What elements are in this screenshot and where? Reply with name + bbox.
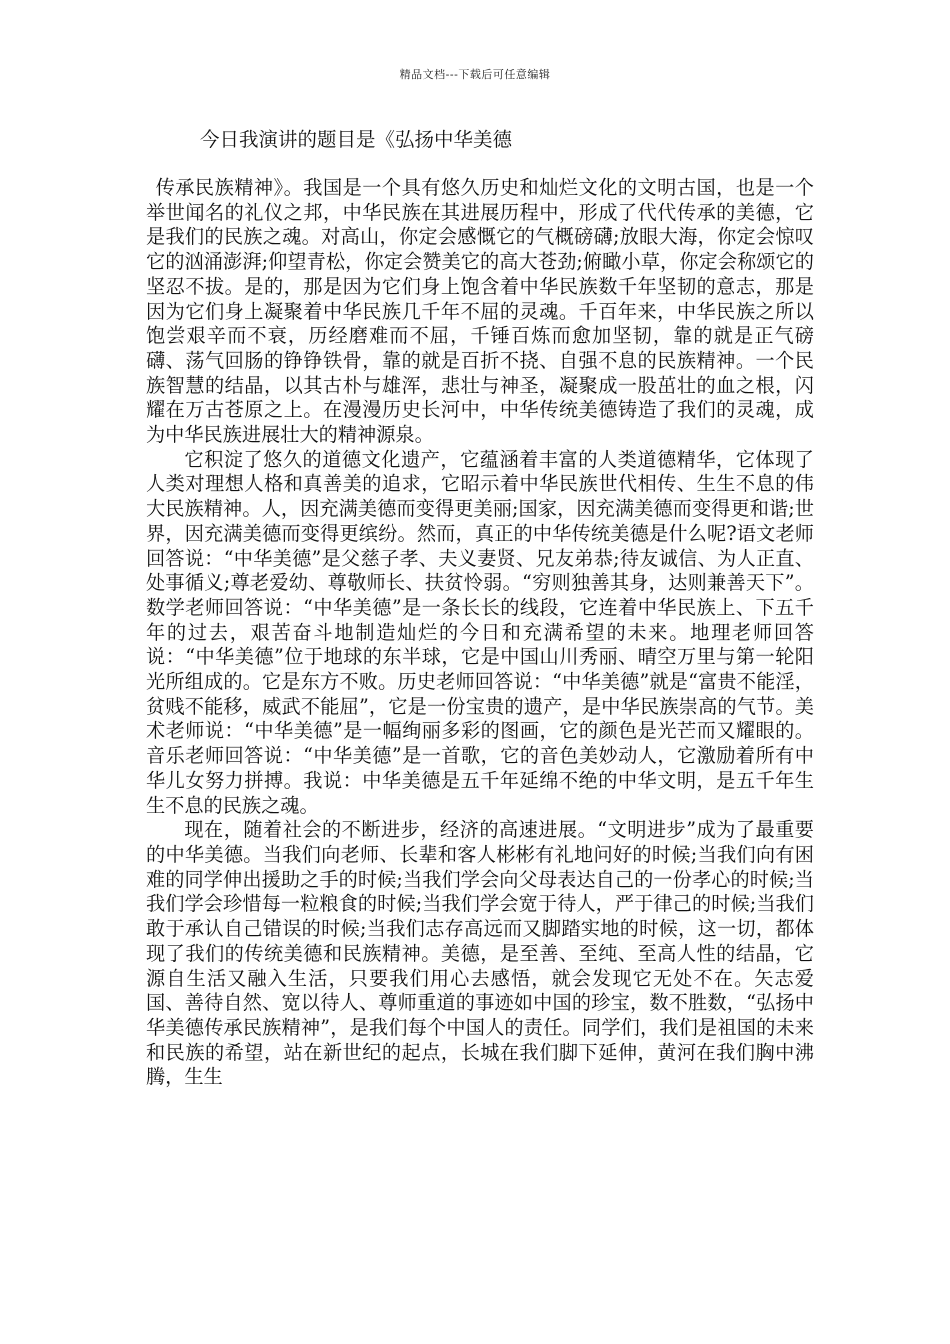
document-body <box>146 176 814 1090</box>
header-note: 精品文档---下载后可任意编辑 <box>399 68 551 81</box>
paragraph-3: 现在，随着社会的不断进步，经济的高速进展。“文明进步”成为了最重要的中华美德。当我们向老师、长辈和客人彬彬有礼地问好的时候;当我们向有困难的同学伸出援助之手的时候;当我们学会向父母表达自己的一份孝心的时候;当我们学会珍惜每一粒粮食的时候;当我们学会宽于待人，严于律己的时候;当我们敢于承认自己错误的时候;当我们志存高远而又脚踏实地的时候，这一切，都体现了我们的传统美德和民族精神。美德，是至善、至纯、至高人性的结晶，它源自生活又融入生活，只要我们用心去感悟，就会发现它无处不在。矢志爱国、善待自然、宽以待人、尊师重道的事迹如中国的珍宝，数不胜数，“弘扬中华美德传承民族精神”，是我们每个中国人的责任。同学们，我们是祖国的未来和民族的希望，站在新世纪的起点，长城在我们脚下延伸，黄河在我们胸中沸腾，生生 <box>146 818 814 1089</box>
paragraph-2: 它积淀了悠久的道德文化遗产，它蕴涵着丰富的人类道德精华，它体现了人类对理想人格和真善美的追求，它昭示着中华民族世代相传、生生不息的伟大民族精神。人，因充满美德而变得更美丽;国家，因充满美德而变得更和谐;世界，因充满美德而变得更缤纷。然而，真正的中华传统美德是什么呢?语文老师回答说：“中华美德”是父慈子孝、夫义妻贤、兄友弟恭;待友诚信、为人正直、处事循义;尊老爱幼、尊敬师长、扶贫怜弱。“穷则独善其身，达则兼善天下”。数学老师回答说：“中华美德”是一条长长的线段，它连着中华民族上、下五千年的过去，艰苦奋斗地制造灿烂的今日和充满希望的未来。地理老师回答说：“中华美德”位于地球的东半球，它是中国山川秀丽、晴空万里与第一轮阳光所组成的。它是东方不败。历史老师回答说：“中华美德”就是“富贵不能淫，贫贱不能移，威武不能屈”，它是一份宝贵的遗产，是中华民族崇高的气节。美术老师说：“中华美德”是一幅绚丽多彩的图画，它的颜色是光芒而又耀眼的。音乐老师回答说：“中华美德”是一首歌，它的音色美妙动人，它激励着所有中华儿女努力拼搏。我说：中华美德是五千年延绵不绝的中华文明，是五千年生生不息的民族之魂。 <box>146 447 814 817</box>
speech-title-line: 今日我演讲的题目是《弘扬中华美德 <box>200 128 513 151</box>
paragraph-1: 传承民族精神》。我国是一个具有悠久历史和灿烂文化的文明古国，也是一个举世闻名的礼仪之邦，中华民族在其进展历程中，形成了代代传承的美德，它是我们的民族之魂。对高山，你定会感慨它的气概磅礴;放眼大海，你定会惊叹它的汹涌澎湃;仰望青松，你定会赞美它的高大苍劲;俯瞰小草，你定会称颂它的坚忍不拔。是的，那是因为它们身上饱含着中华民族数千年坚韧的意志，那是因为它们身上凝聚着中华民族几千年不屈的灵魂。千百年来，中华民族之所以饱尝艰辛而不衰，历经磨难而不屈，千锤百炼而愈加坚韧，靠的就是正气磅礴、荡气回肠的铮铮铁骨，靠的就是百折不挠、自强不息的民族精神。一个民族智慧的结晶，以其古朴与雄浑，悲壮与神圣，凝聚成一股茁壮的血之根，闪耀在万古苍原之上。在漫漫历史长河中，中华传统美德铸造了我们的灵魂，成为中华民族进展壮大的精神源泉。 <box>146 176 814 447</box>
